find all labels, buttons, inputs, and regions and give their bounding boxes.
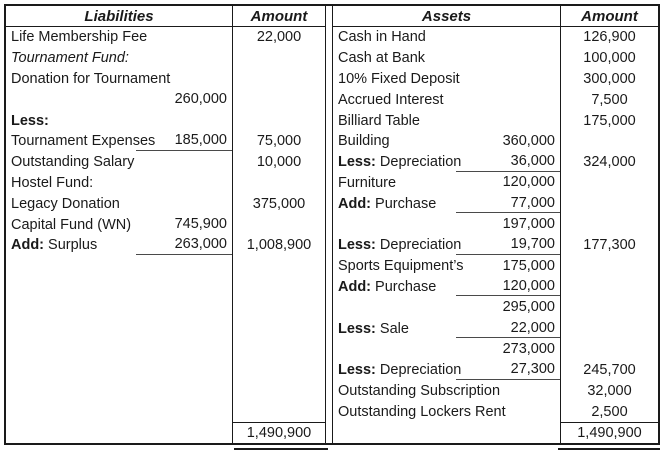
right-label-cell [333, 69, 561, 90]
right-row-label: Cash at Bank [338, 50, 426, 67]
right-sub-amount: 360,000 [502, 132, 555, 149]
right-label-cell [333, 193, 561, 214]
assets-total-double-rule [558, 448, 660, 450]
balance-sheet-table [4, 4, 660, 445]
liabilities-amount-header-cell [233, 6, 325, 26]
left-amount [233, 297, 325, 318]
left-amount [233, 381, 325, 402]
left-row-label: Donation for Tournament [11, 70, 171, 87]
left-row-16 [6, 339, 325, 360]
right-label-cell [333, 256, 561, 277]
right-row-10 [333, 214, 658, 235]
right-label-cell [333, 401, 561, 422]
left-amount: 75,000 [256, 133, 302, 150]
left-amount [233, 214, 325, 235]
left-sub-amount: 263,000 [136, 235, 232, 255]
liabilities-header-label: Liabilities [84, 7, 154, 25]
left-label-cell [6, 131, 233, 152]
right-row-9 [333, 193, 658, 214]
right-row-12 [333, 256, 658, 277]
right-amount: 2,500 [591, 403, 628, 420]
right-label-cell [333, 277, 561, 298]
right-label-cell [333, 297, 561, 318]
assets-amount-header-cell [561, 6, 658, 26]
left-sub-amount: 260,000 [174, 91, 227, 108]
right-amount: 300,000 [583, 70, 636, 87]
left-row-label: Tournament Fund: [11, 50, 129, 67]
left-row-label: Life Membership Fee [11, 29, 148, 46]
right-row-label: 10% Fixed Deposit [338, 70, 460, 87]
left-label-cell [6, 235, 233, 256]
left-label-cell [6, 69, 233, 90]
right-row-label: Sports Equipment’s [338, 258, 464, 275]
left-label-cell [6, 110, 233, 131]
right-row-label: Accrued Interest [338, 91, 444, 108]
right-amount [561, 339, 658, 360]
right-label-cell [333, 89, 561, 110]
right-row-11 [333, 235, 658, 256]
right-row-13 [333, 277, 658, 298]
right-label-cell [333, 381, 561, 402]
left-row-label: Add: Surplus [11, 237, 98, 254]
left-total-amount: 1,490,900 [233, 422, 325, 443]
right-label-cell [333, 110, 561, 131]
right-sub-amount: 175,000 [502, 257, 555, 274]
left-row-label: Tournament Expenses [11, 133, 156, 150]
left-row-13 [6, 277, 325, 298]
right-label-cell [333, 339, 561, 360]
right-sub-amount: 77,000 [456, 193, 560, 213]
left-amount: 1,008,900 [246, 237, 312, 254]
right-amount: 177,300 [583, 237, 636, 254]
right-label-cell [333, 173, 561, 194]
right-row-20-total [333, 422, 658, 443]
right-sub-amount: 295,000 [502, 299, 555, 316]
left-amount [233, 89, 325, 110]
left-label-cell [6, 318, 233, 339]
left-label-cell [6, 360, 233, 381]
left-label-cell [6, 256, 233, 277]
right-amount: 32,000 [587, 382, 632, 399]
left-row-20-total [6, 422, 325, 443]
left-amount: 10,000 [256, 154, 302, 171]
left-label-cell [6, 339, 233, 360]
right-sub-amount: 120,000 [456, 277, 560, 297]
right-amount [561, 214, 658, 235]
left-row-1 [6, 27, 325, 48]
left-label-cell [6, 152, 233, 173]
liabilities-header-cell [6, 6, 233, 26]
right-row-label: Less: Depreciation [338, 237, 462, 254]
right-label-cell [333, 360, 561, 381]
right-amount [561, 173, 658, 194]
left-amount: 375,000 [252, 195, 306, 212]
right-row-label: Less: Depreciation [338, 362, 462, 379]
right-label-cell [333, 318, 561, 339]
left-row-18 [6, 381, 325, 402]
left-row-6 [6, 131, 325, 152]
right-row-19 [333, 401, 658, 422]
left-amount [233, 277, 325, 298]
right-sub-amount: 36,000 [456, 152, 560, 172]
right-row-8 [333, 173, 658, 194]
left-row-2 [6, 48, 325, 69]
left-row-10 [6, 214, 325, 235]
right-row-label: Billiard Table [338, 112, 420, 129]
liabilities-total-double-rule [234, 448, 328, 450]
right-row-label: Less: Depreciation [338, 154, 462, 171]
right-row-16 [333, 339, 658, 360]
left-amount: 22,000 [256, 29, 302, 46]
left-label-cell [6, 381, 233, 402]
left-row-12 [6, 256, 325, 277]
left-row-9 [6, 193, 325, 214]
left-amount [233, 110, 325, 131]
left-label-cell [6, 89, 233, 110]
right-amount: 126,900 [583, 29, 636, 46]
right-row-label: Outstanding Subscription [338, 382, 501, 399]
right-row-7 [333, 152, 658, 173]
right-row-label: Add: Purchase [338, 278, 437, 295]
left-row-label: Hostel Fund: [11, 174, 94, 191]
right-label-cell [333, 27, 561, 48]
left-row-label: Capital Fund (WN) [11, 216, 132, 233]
right-amount [561, 193, 658, 214]
right-amount: 175,000 [583, 112, 636, 129]
assets-header-row [333, 6, 658, 27]
right-sub-amount: 27,300 [456, 360, 560, 380]
left-label-cell [6, 48, 233, 69]
left-row-17 [6, 360, 325, 381]
left-row-11 [6, 235, 325, 256]
right-row-label: Outstanding Lockers Rent [338, 403, 506, 420]
left-label-cell [6, 277, 233, 298]
left-row-14 [6, 297, 325, 318]
liabilities-section [6, 6, 326, 443]
left-label-cell [6, 214, 233, 235]
right-amount [561, 131, 658, 152]
left-row-15 [6, 318, 325, 339]
right-row-label: Add: Purchase [338, 195, 437, 212]
left-label-cell [6, 422, 233, 443]
left-row-3 [6, 69, 325, 90]
left-label-cell [6, 401, 233, 422]
right-row-17 [333, 360, 658, 381]
right-amount: 100,000 [583, 50, 636, 67]
right-row-3 [333, 69, 658, 90]
right-amount: 324,000 [583, 154, 636, 171]
left-row-label: Outstanding Salary [11, 154, 135, 171]
right-row-4 [333, 89, 658, 110]
right-amount [561, 297, 658, 318]
left-amount [233, 360, 325, 381]
right-sub-amount: 273,000 [502, 340, 555, 357]
right-label-cell [333, 131, 561, 152]
right-sub-amount: 197,000 [502, 216, 555, 233]
right-label-cell [333, 422, 561, 443]
right-label-cell [333, 152, 561, 173]
right-row-label: Building [338, 133, 390, 150]
left-row-4 [6, 89, 325, 110]
left-row-7 [6, 152, 325, 173]
right-row-label: Cash in Hand [338, 29, 426, 46]
left-label-cell [6, 27, 233, 48]
left-row-19 [6, 401, 325, 422]
left-amount [233, 173, 325, 194]
right-row-2 [333, 48, 658, 69]
left-amount [233, 339, 325, 360]
left-amount [233, 69, 325, 90]
right-label-cell [333, 214, 561, 235]
left-amount [233, 318, 325, 339]
left-row-8 [6, 173, 325, 194]
left-amount [233, 401, 325, 422]
right-row-15 [333, 318, 658, 339]
right-total-amount: 1,490,900 [561, 422, 658, 443]
right-amount: 7,500 [591, 91, 628, 108]
right-amount [561, 318, 658, 339]
left-sub-amount: 745,900 [174, 216, 227, 233]
right-row-6 [333, 131, 658, 152]
right-row-1 [333, 27, 658, 48]
right-amount: 245,700 [583, 362, 636, 379]
right-row-14 [333, 297, 658, 318]
left-label-cell [6, 297, 233, 318]
right-sub-amount: 22,000 [456, 318, 560, 338]
left-label-cell [6, 173, 233, 194]
left-label-cell [6, 193, 233, 214]
left-row-label: Legacy Donation [11, 195, 120, 212]
assets-amount-header-label: Amount [581, 7, 638, 25]
right-row-5 [333, 110, 658, 131]
assets-header-cell [333, 6, 561, 26]
liabilities-header-row [6, 6, 325, 27]
right-label-cell [333, 235, 561, 256]
left-amount [233, 48, 325, 69]
liabilities-amount-header-label: Amount [250, 7, 308, 25]
left-row-5 [6, 110, 325, 131]
right-sub-amount: 19,700 [456, 235, 560, 255]
right-amount [561, 256, 658, 277]
left-amount [233, 256, 325, 277]
right-label-cell [333, 48, 561, 69]
right-row-18 [333, 381, 658, 402]
assets-section [332, 6, 658, 443]
assets-header-label: Assets [421, 7, 472, 25]
right-row-label: Less: Sale [338, 320, 409, 337]
left-sub-amount: 185,000 [136, 131, 232, 151]
right-row-label: Furniture [338, 174, 397, 191]
left-row-label: Less: [11, 112, 49, 129]
right-sub-amount: 120,000 [502, 174, 555, 191]
right-amount [561, 277, 658, 298]
